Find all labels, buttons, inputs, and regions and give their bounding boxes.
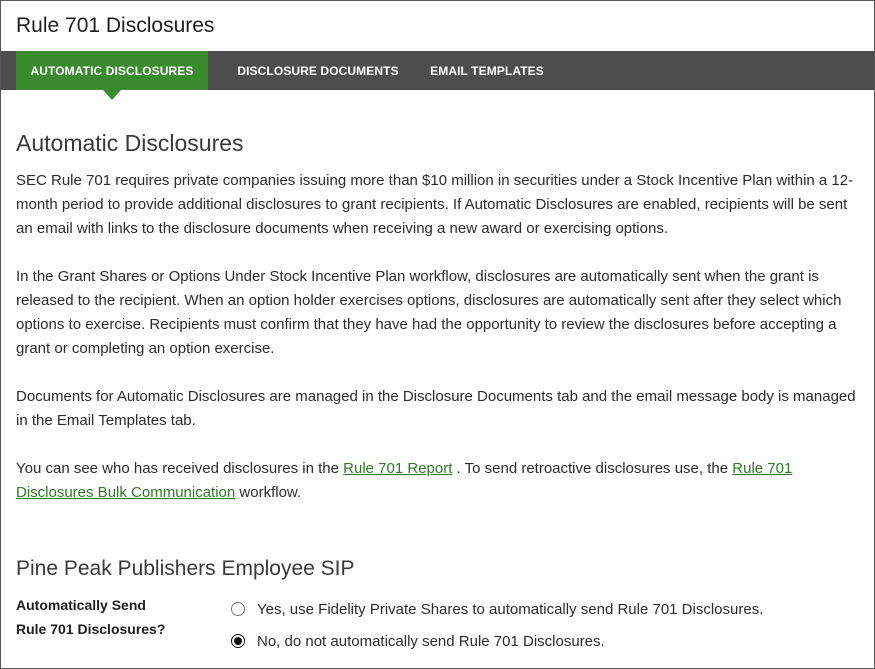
auto-send-label-line2: Rule 701 Disclosures? bbox=[16, 621, 166, 637]
tab-email-templates[interactable] bbox=[428, 51, 546, 90]
auto-send-label-line1: Automatically Send bbox=[16, 597, 146, 613]
tab-disclosure-documents[interactable] bbox=[208, 51, 428, 90]
radio-no[interactable] bbox=[231, 634, 245, 648]
tab-label: EMAIL TEMPLATES bbox=[430, 63, 544, 78]
active-tab-caret-icon bbox=[103, 90, 121, 100]
report-text-after: workflow. bbox=[235, 484, 302, 501]
tab-bar bbox=[1, 51, 874, 90]
option-label: No, do not automatically send Rule 701 Disclosures. bbox=[257, 632, 605, 650]
report-paragraph bbox=[16, 457, 859, 505]
intro-paragraph: SEC Rule 701 requires private companies issuing more than $10 million in securities under a Stock Incentive Plan within a 12-month period to provide additional disclosures to grant recipients. If Automatic Disclosures are enabled, recipients will be sent an email with links to the disclosure documents when receiving a new award or exercising options. bbox=[16, 172, 854, 237]
tab-automatic-disclosures[interactable] bbox=[16, 51, 208, 90]
workflow-paragraph: In the Grant Shares or Options Under Stock Incentive Plan workflow, disclosures are automatically sent when the grant is released to the recipient. When an option holder exercises options, disclosures are automatically sent after they select which options to exercise. Recipients must confirm that they have had the opportunity to review the disclosures before accepting a grant or completing an option exercise. bbox=[16, 268, 842, 357]
auto-send-no-option[interactable] bbox=[230, 625, 859, 657]
tab-label: DISCLOSURE DOCUMENTS bbox=[237, 63, 399, 78]
page-title: Rule 701 Disclosures bbox=[16, 14, 215, 37]
report-text-middle: . To send retroactive disclosures use, the bbox=[452, 460, 733, 477]
auto-send-yes-option[interactable] bbox=[230, 593, 859, 625]
radio-yes[interactable] bbox=[231, 602, 245, 616]
documents-paragraph: Documents for Automatic Disclosures are managed in the Disclosure Documents tab and the email message body is managed in the Email Templates tab. bbox=[16, 388, 856, 429]
tab-label: AUTOMATIC DISCLOSURES bbox=[30, 63, 194, 78]
plan-heading: Pine Peak Publishers Employee SIP bbox=[16, 557, 355, 580]
main-content bbox=[1, 130, 874, 657]
bulk-communication-link[interactable]: Rule 701 Disclosures Bulk Communication bbox=[16, 460, 793, 501]
option-label: Yes, use Fidelity Private Shares to automatically send Rule 701 Disclosures. bbox=[257, 600, 764, 618]
auto-send-label bbox=[16, 593, 230, 657]
report-text-before: You can see who has received disclosures in the bbox=[16, 460, 344, 477]
rule-701-report-link[interactable]: Rule 701 Report bbox=[343, 460, 453, 477]
section-heading: Automatic Disclosures bbox=[16, 130, 244, 156]
auto-send-setting bbox=[16, 593, 859, 657]
auto-send-options bbox=[230, 593, 859, 657]
